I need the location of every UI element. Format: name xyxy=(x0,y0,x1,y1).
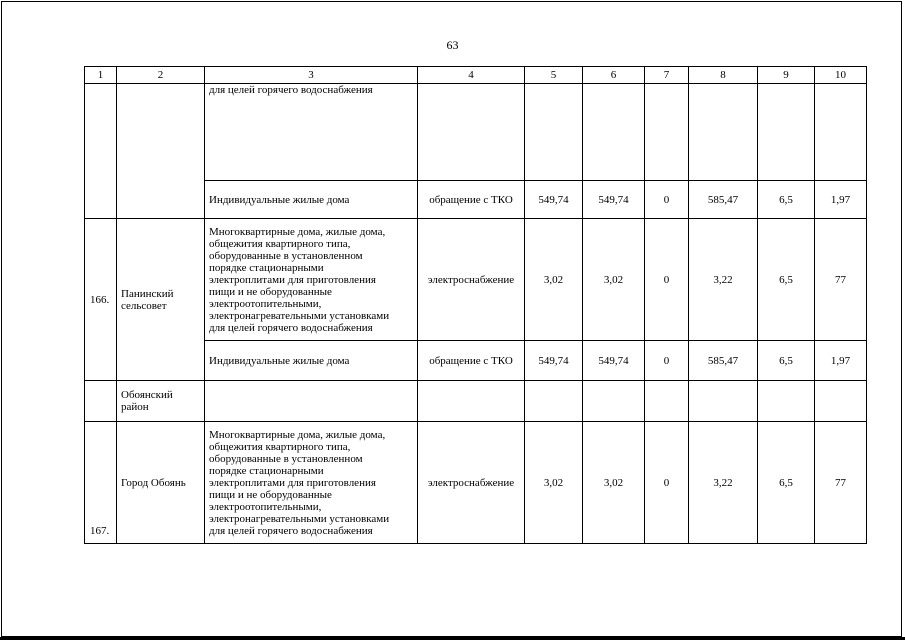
service-cell: обращение с ТКО xyxy=(418,341,525,381)
value-cell: 3,22 xyxy=(689,219,758,341)
header-cell: 1 xyxy=(85,67,117,84)
service-cell: электроснабжение xyxy=(418,219,525,341)
value-cell: 1,97 xyxy=(815,341,867,381)
value-cell: 77 xyxy=(815,219,867,341)
value-cell: 1,97 xyxy=(815,181,867,219)
value-cell: 3,02 xyxy=(583,219,645,341)
empty-cell xyxy=(645,84,689,181)
header-cell: 5 xyxy=(525,67,583,84)
header-cell: 3 xyxy=(205,67,418,84)
row-number: 167. xyxy=(85,422,117,544)
value-cell: 0 xyxy=(645,181,689,219)
value-cell: 77 xyxy=(815,422,867,544)
municipality-name: Город Обоянь xyxy=(117,422,205,544)
empty-cell xyxy=(525,381,583,422)
value-cell: 3,02 xyxy=(525,219,583,341)
value-cell: 3,02 xyxy=(583,422,645,544)
description-cell: Многоквартирные дома, жилые дома, общежития квартирного типа, оборудованные в установленном порядке стационарными электроплитами для приготовления пищи и не оборудованные электроотопительными, электронагревательными установками для целей горячего водоснабжения xyxy=(205,219,418,341)
empty-cell xyxy=(525,84,583,181)
header-cell: 6 xyxy=(583,67,645,84)
empty-cell xyxy=(418,84,525,181)
empty-cell xyxy=(205,381,418,422)
description-cell: для целей горячего водоснабжения xyxy=(205,84,418,181)
header-cell: 7 xyxy=(645,67,689,84)
value-cell: 0 xyxy=(645,341,689,381)
table-row xyxy=(85,422,867,544)
value-cell: 549,74 xyxy=(525,341,583,381)
value-cell: 549,74 xyxy=(583,181,645,219)
value-cell: 3,22 xyxy=(689,422,758,544)
empty-cell xyxy=(583,381,645,422)
value-cell: 6,5 xyxy=(758,422,815,544)
header-cell: 9 xyxy=(758,67,815,84)
empty-cell xyxy=(815,381,867,422)
table-header-row xyxy=(85,67,867,84)
description-cell: Индивидуальные жилые дома xyxy=(205,341,418,381)
name-cell xyxy=(117,84,205,219)
description-cell: Многоквартирные дома, жилые дома, общежития квартирного типа, оборудованные в установленном порядке стационарными электроплитами для приготовления пищи и не оборудованные электроотопительными, электронагревательными установками для целей горячего водоснабжения xyxy=(205,422,418,544)
value-cell: 6,5 xyxy=(758,341,815,381)
service-cell: обращение с ТКО xyxy=(418,181,525,219)
value-cell: 6,5 xyxy=(758,219,815,341)
value-cell: 3,02 xyxy=(525,422,583,544)
tariff-table xyxy=(84,66,867,544)
value-cell: 0 xyxy=(645,219,689,341)
page-number: 63 xyxy=(446,38,459,52)
table-row xyxy=(85,381,867,422)
header-cell: 4 xyxy=(418,67,525,84)
table-row xyxy=(85,219,867,341)
header-cell: 8 xyxy=(689,67,758,84)
empty-cell xyxy=(583,84,645,181)
value-cell: 585,47 xyxy=(689,341,758,381)
empty-cell xyxy=(85,381,117,422)
empty-cell xyxy=(815,84,867,181)
value-cell: 549,74 xyxy=(583,341,645,381)
header-cell: 2 xyxy=(117,67,205,84)
district-name: Обоянский район xyxy=(117,381,205,422)
municipality-name: Панинский сельсовет xyxy=(117,219,205,381)
value-cell: 0 xyxy=(645,422,689,544)
value-cell: 549,74 xyxy=(525,181,583,219)
empty-cell xyxy=(689,381,758,422)
value-cell: 6,5 xyxy=(758,181,815,219)
row-number: 166. xyxy=(85,219,117,381)
value-cell: 585,47 xyxy=(689,181,758,219)
empty-cell xyxy=(689,84,758,181)
empty-cell xyxy=(645,381,689,422)
empty-cell xyxy=(418,381,525,422)
service-cell: электроснабжение xyxy=(418,422,525,544)
table-row xyxy=(85,84,867,181)
empty-cell xyxy=(758,381,815,422)
description-cell: Индивидуальные жилые дома xyxy=(205,181,418,219)
header-cell: 10 xyxy=(815,67,867,84)
empty-cell xyxy=(758,84,815,181)
num-cell xyxy=(85,84,117,219)
